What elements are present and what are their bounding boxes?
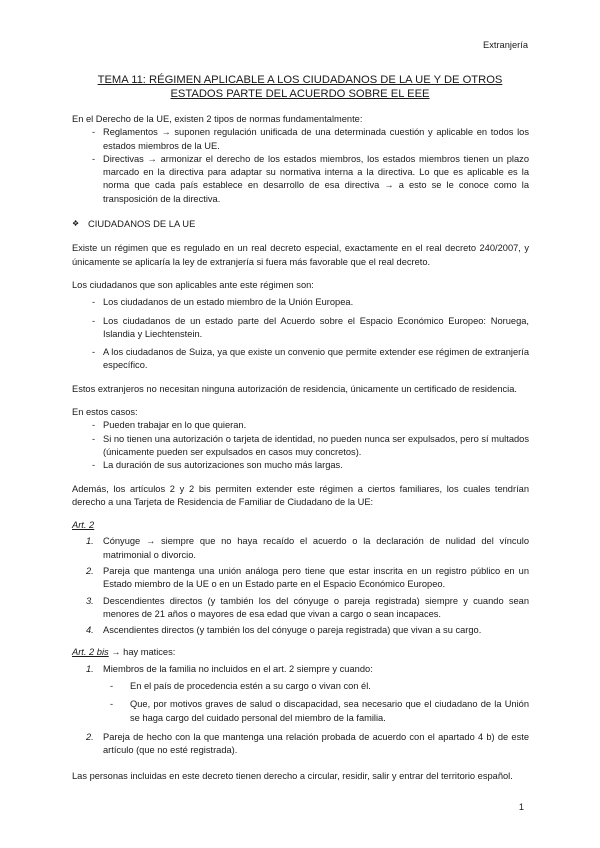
list-item: 3. Descendientes directos (y también los del cónyuge o pareja registrada) siempre y cuando sean menores de 21 años o mayores de esa edad que vivan a cargo o sean incapaces. [86, 595, 529, 619]
conditions-list [72, 680, 529, 725]
document-body [72, 113, 529, 783]
intro-paragraph: En el Derecho de la UE, existen 2 tipos de normas fundamentalmente: [72, 114, 363, 124]
norm-types-list [72, 126, 529, 206]
list-item: - Pueden trabajar en lo que quieran. [72, 419, 529, 432]
citizens-list [72, 296, 529, 372]
paragraph: Los ciudadanos que son aplicables ante este régimen son: [72, 279, 314, 290]
paragraph: Estos extranjeros no necesitan ninguna autorización de residencia, únicamente un certificado de residencia. [72, 383, 517, 394]
article-2-label [72, 519, 529, 532]
list-item: 2. Pareja que mantenga una unión análoga pero tiene que estar inscrita en un registro público en un Estado miembro de la UE o en un Estado parte en el Espacio Económico Europeo. [86, 566, 529, 590]
article-2bis-heading [72, 646, 529, 659]
paragraph: Existe un régimen que es regulado en un real decreto especial, exactamente en el real decreto 240/2007, y únicamente se aplicaría la ley de extranjería si fuera más favorable que el real decreto. [72, 243, 529, 267]
list-item: 1. Miembros de la familia no incluidos en el art. 2 siempre y cuando: [86, 663, 373, 674]
article-label: Art. 2 bis [72, 646, 109, 657]
list-item: - A los ciudadanos de Suiza, ya que existe un convenio que permite extender ese régimen de extranjería específico. [72, 346, 529, 373]
cases-list [72, 419, 529, 472]
list-item: 4. Ascendientes directos (y también los del cónyuge o pareja registrada) que vivan a su cargo. [86, 625, 482, 636]
paragraph: En estos casos: [72, 407, 138, 418]
list-item: - Reglamentos → suponen regulación unificada de una determinada cuestión y aplicable en todos los estados miembros de la UE. [72, 126, 529, 153]
article-2bis-list [72, 663, 529, 676]
document-title [72, 73, 528, 101]
article-label: Art. 2 [72, 520, 95, 531]
list-item: 1. Cónyuge → siempre que no haya recaído el acuerdo o la declaración de nulidad del vínculo matrimonial o divorcio. [86, 536, 529, 560]
list-item: - Directivas → armonizar el derecho de los estados miembros, los estados miembros tienen un plazo marcado en la directiva para adaptar su normativa interna a la directiva. Lo que es aplicable es la norma que cada país establece en desarrollo de esa directiva → a esto se le conoce como la transposición de la directiva. [72, 153, 529, 206]
list-item: - Si no tienen una autorización o tarjeta de identidad, no pueden nunca ser expulsados, pero sí multados (únicamente pueden ser expulsados en casos muy concretos). [72, 433, 529, 460]
list-item: 2. Pareja de hecho con la que mantenga una relación probada de acuerdo con el apartado 4 b) de este artículo (que no esté registrada). [86, 731, 529, 756]
article-suffix: → hay matices: [108, 646, 176, 657]
list-item: - Que, por motivos graves de salud o discapacidad, sea necesario que el ciudadano de la Unión se haga cargo del cuidado personal del miembro de la familia. [72, 698, 529, 725]
title-line-1: TEMA 11: RÉGIMEN APLICABLE A LOS CIUDADANOS DE LA UE Y DE OTROS [97, 74, 503, 86]
list-item: - Los ciudadanos de un estado parte del Acuerdo sobre el Espacio Económico Europeo: Noruega, Islandia y Liechtenstein. [72, 315, 529, 342]
sublist-wrapper [72, 680, 529, 725]
closing-paragraph: Las personas incluidas en este decreto tienen derecho a circular, residir, salir y entrar del territorio español. [72, 770, 513, 781]
article-2-list [72, 535, 529, 637]
diamond-bullet-icon: ❖ [72, 219, 80, 229]
title-line-2: ESTADOS PARTE DEL ACUERDO SOBRE EL EEE [170, 88, 430, 100]
list-item: - La duración de sus autorizaciones son mucho más largas. [72, 459, 529, 472]
article-2bis-list-cont [72, 731, 529, 758]
list-item: - Los ciudadanos de un estado miembro de la Unión Europea. [72, 296, 529, 309]
page-number: 1 [518, 802, 524, 812]
paragraph: Además, los artículos 2 y 2 bis permiten extender este régimen a ciertos familiares, los cuales tendrían derecho a una Tarjeta de Residencia de Familiar de Ciudadano de la UE: [72, 483, 529, 507]
list-item: - En el país de procedencia estén a su cargo o vivan con él. [72, 680, 529, 693]
running-header: Extranjería [483, 40, 528, 50]
section-heading-text: CIUDADANOS DE LA UE [88, 218, 196, 230]
section-heading [72, 217, 529, 230]
